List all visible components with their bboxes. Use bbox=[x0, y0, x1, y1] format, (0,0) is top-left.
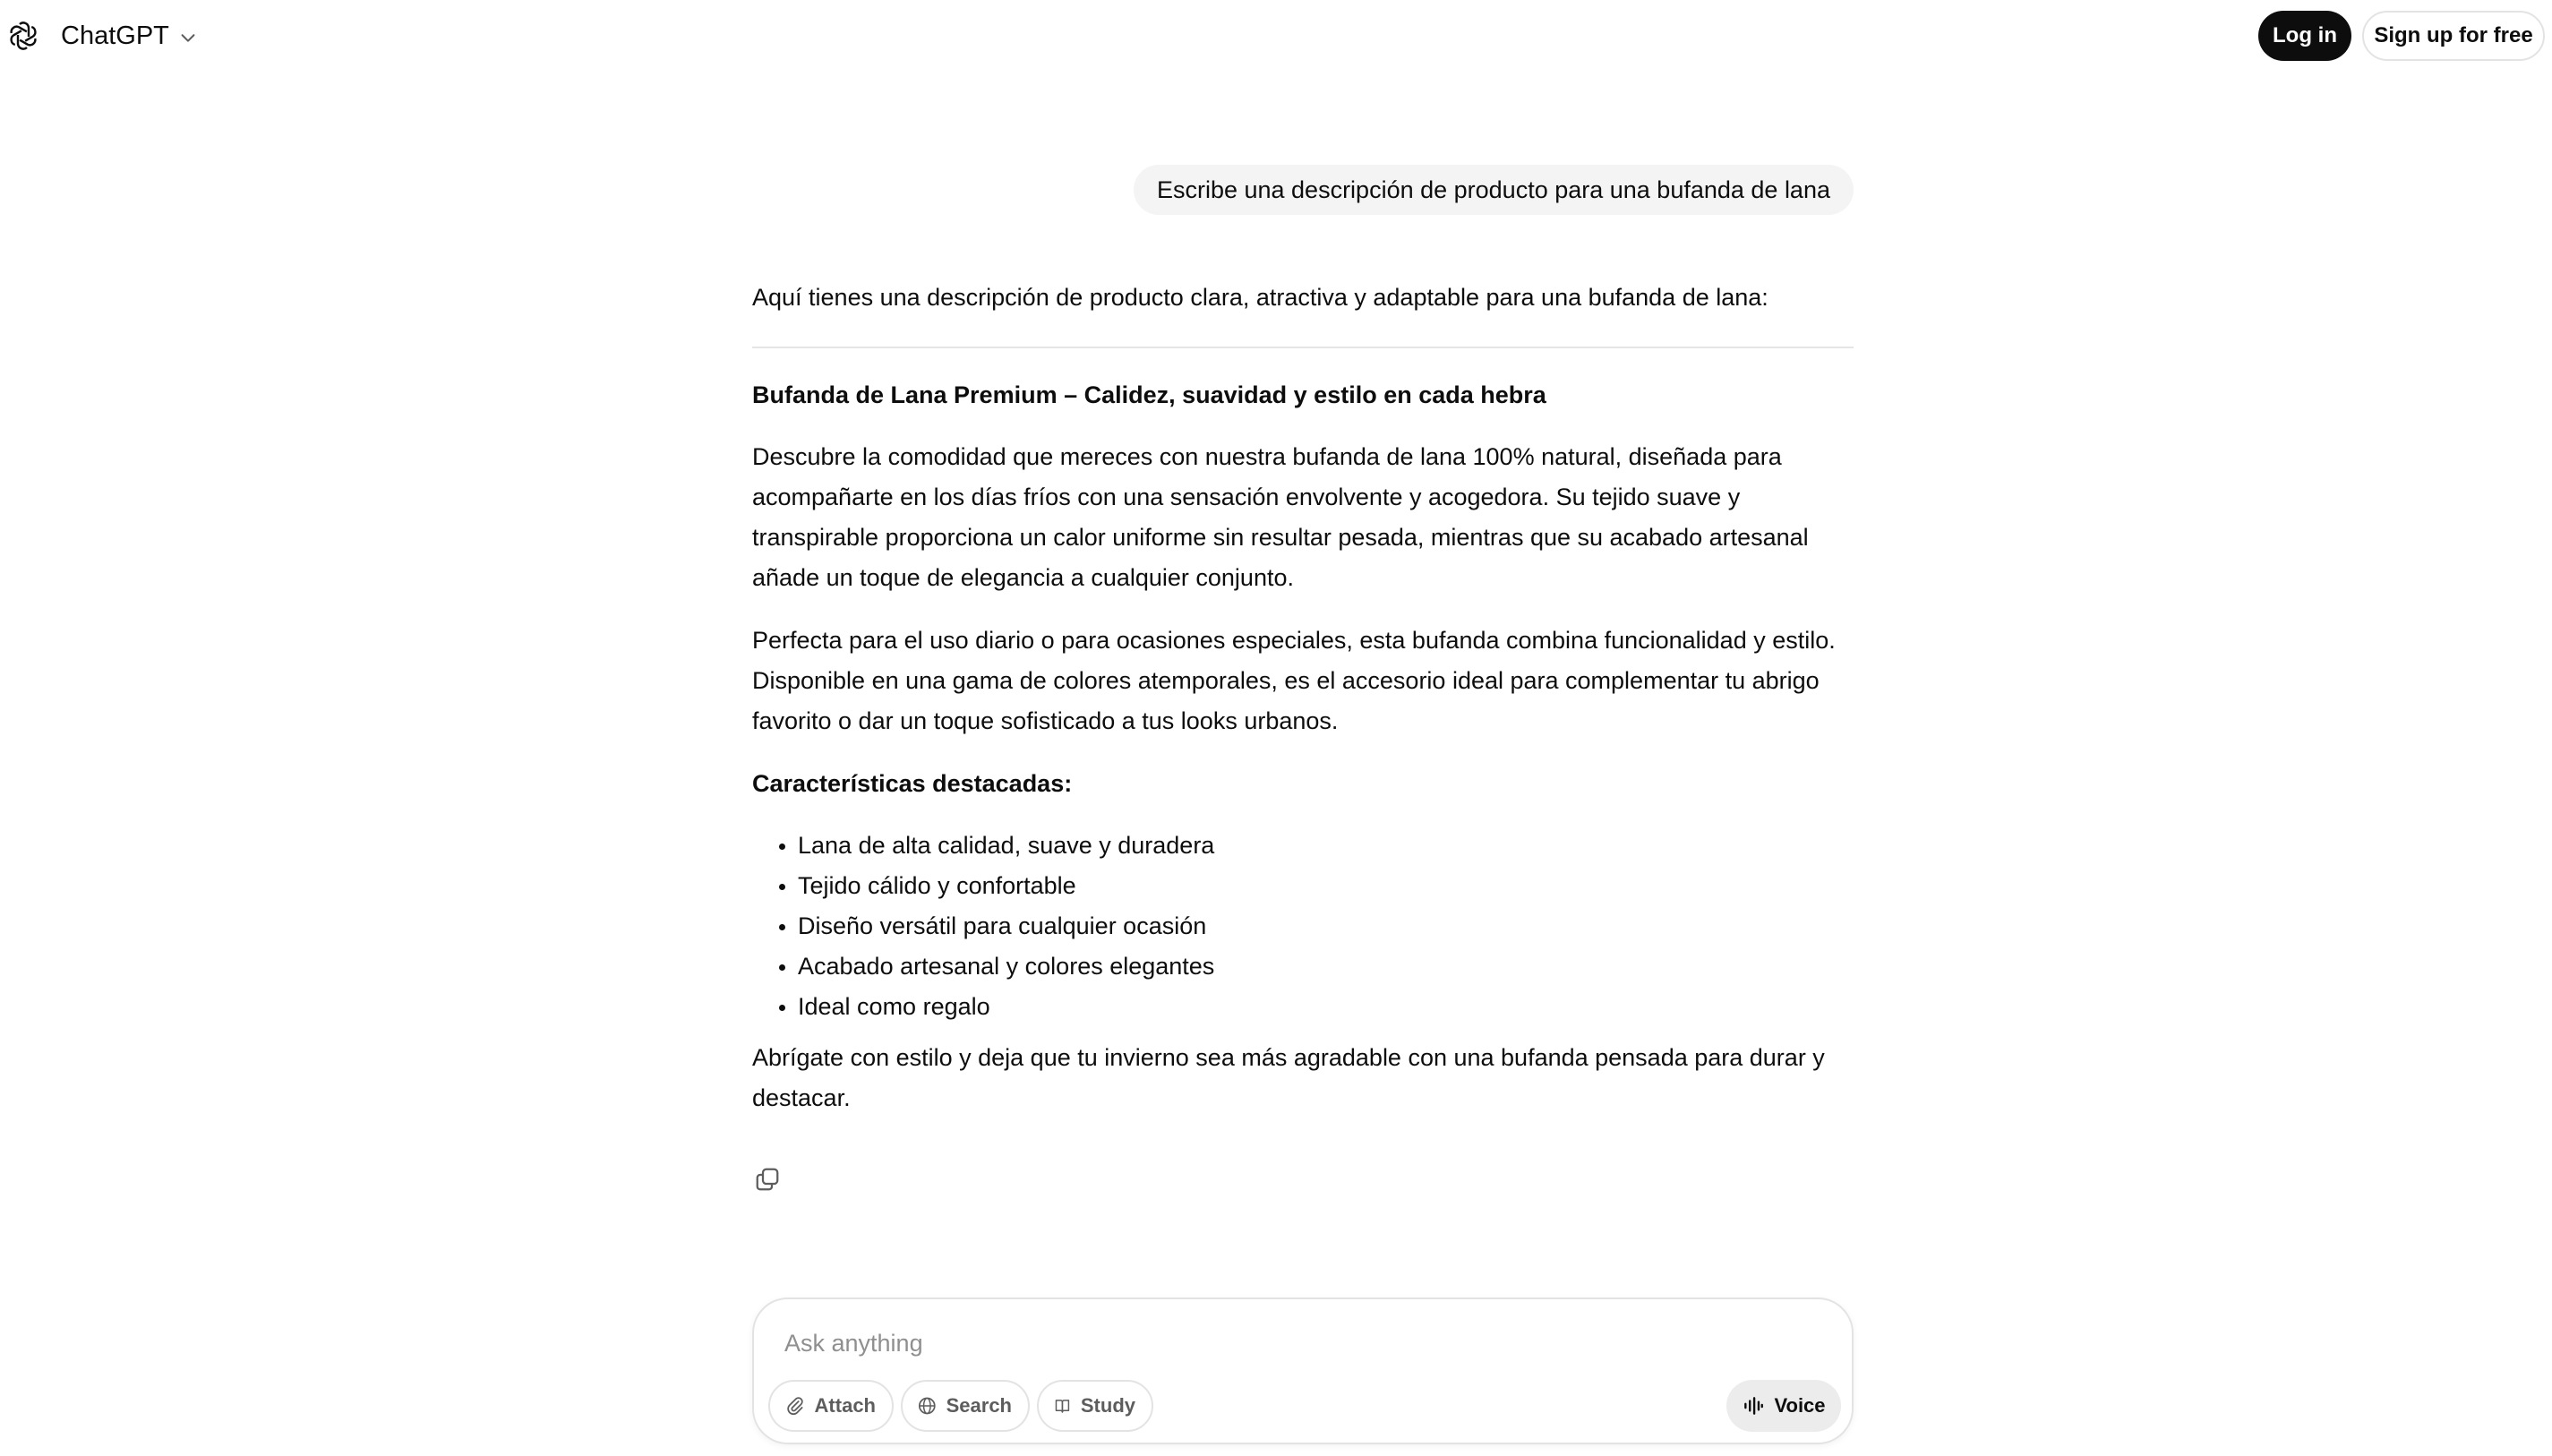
paperclip-icon bbox=[784, 1395, 806, 1417]
copy-button[interactable] bbox=[752, 1164, 783, 1195]
login-button[interactable]: Log in bbox=[2258, 11, 2351, 61]
model-selector[interactable] bbox=[61, 13, 198, 59]
copy-icon bbox=[754, 1166, 781, 1193]
list-item: • Lana de alta calidad, suave y duradera bbox=[798, 826, 1854, 866]
answer-intro: Aquí tienes una descripción de producto clara, atractiva y adaptable para una bufanda de lana: bbox=[752, 284, 1768, 311]
user-message-bubble bbox=[1134, 165, 1854, 215]
globe-icon bbox=[917, 1395, 938, 1417]
attach-button[interactable] bbox=[768, 1380, 894, 1432]
book-icon bbox=[1053, 1395, 1072, 1417]
signup-button[interactable]: Sign up for free bbox=[2362, 11, 2545, 61]
features-heading: Características destacadas: bbox=[752, 770, 1073, 797]
list-item: • Acabado artesanal y colores elegantes bbox=[798, 946, 1854, 987]
search-label: Search bbox=[946, 1394, 1012, 1417]
user-message-text: Escribe una descripción de producto para una bufanda de lana bbox=[1156, 176, 1830, 203]
voice-label: Voice bbox=[1774, 1394, 1826, 1417]
paragraph-description: Descubre la comodidad que mereces con nuestra bufanda de lana 100% natural, diseñada para acompañarte en los días fríos con una sensación envolvente y acogedora. Su tejido suave y transpirable proporciona un calor uniforme sin resultar pesada, mientras que su acabado artesanal añade un toque de elegancia a cualquier conjunto. bbox=[752, 443, 1809, 591]
list-item: • Diseño versátil para cualquier ocasión bbox=[798, 906, 1854, 946]
product-title: Bufanda de Lana Premium – Calidez, suavidad y estilo en cada hebra bbox=[752, 381, 1546, 408]
list-item: • Ideal como regalo bbox=[798, 987, 1854, 1027]
model-name: ChatGPT bbox=[61, 21, 169, 50]
openai-logo-icon[interactable] bbox=[5, 18, 41, 54]
message-composer bbox=[752, 1298, 1854, 1444]
attach-label: Attach bbox=[814, 1394, 876, 1417]
horizontal-divider bbox=[752, 347, 1854, 348]
assistant-message bbox=[752, 278, 1854, 1118]
top-bar bbox=[0, 0, 2552, 72]
chevron-down-icon bbox=[178, 28, 198, 47]
study-label: Study bbox=[1080, 1394, 1135, 1417]
voice-button[interactable] bbox=[1726, 1380, 1841, 1432]
paragraph-usage: Perfecta para el uso diario o para ocasiones especiales, esta bufanda combina funcionalidad y estilo. Disponible en una gama de colores atemporales, es el accesorio ideal para complementar tu abrigo favorito o dar un toque sofisticado a tus looks urbanos. bbox=[752, 627, 1836, 734]
list-item: • Tejido cálido y confortable bbox=[798, 866, 1854, 906]
search-button[interactable] bbox=[901, 1380, 1030, 1432]
voice-wave-icon bbox=[1742, 1394, 1765, 1417]
prompt-input[interactable] bbox=[783, 1317, 1816, 1369]
features-list bbox=[752, 826, 1854, 1027]
closing-paragraph: Abrígate con estilo y deja que tu invierno sea más agradable con una bufanda pensada para durar y destacar. bbox=[752, 1044, 1825, 1111]
study-button[interactable] bbox=[1037, 1380, 1153, 1432]
